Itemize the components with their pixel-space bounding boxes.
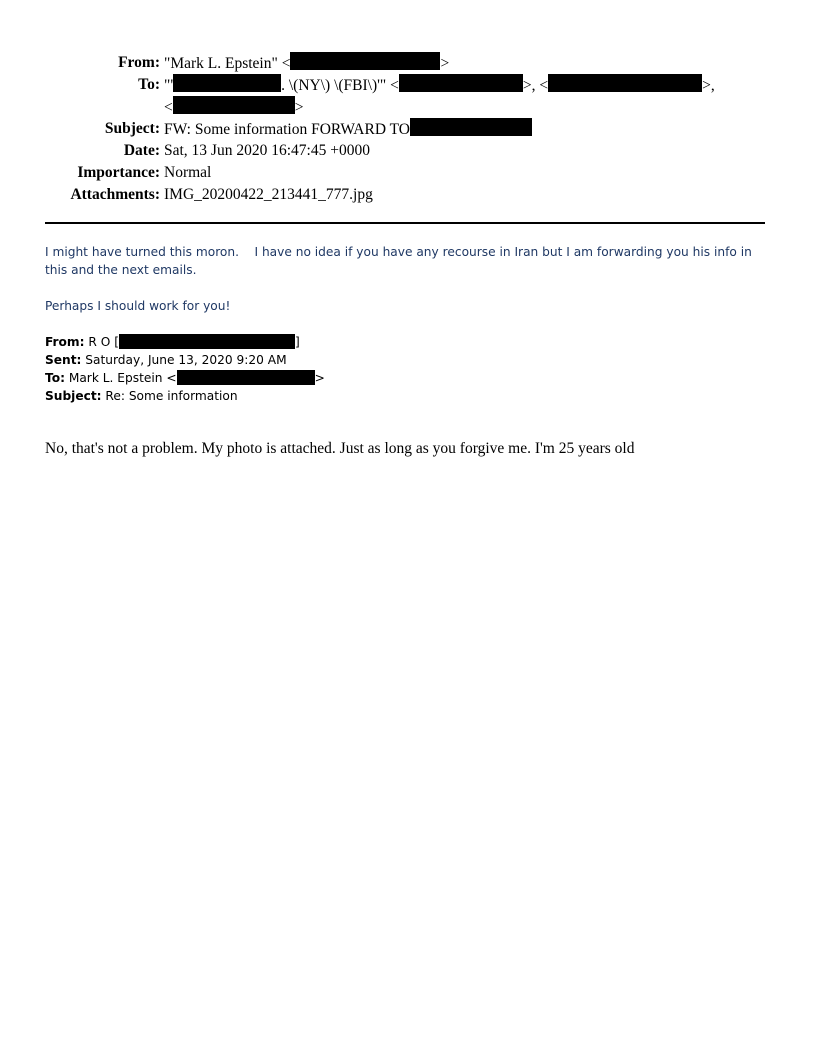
importance-row xyxy=(0,162,816,184)
to-continuation-row xyxy=(0,96,816,118)
reply-text: No, that's not a problem. My photo is attached. Just as long as you forgive me. I'm 25 years old xyxy=(45,440,635,457)
redaction-box xyxy=(290,52,440,70)
fwd-from-value: R O [ xyxy=(88,335,119,349)
importance-label: Importance: xyxy=(77,164,160,181)
from-row xyxy=(0,52,816,74)
redaction-box xyxy=(177,370,315,385)
fwd-subject-value: Re: Some information xyxy=(105,389,238,403)
from-value xyxy=(164,52,449,75)
fwd-subject-row xyxy=(45,387,325,405)
redaction-box xyxy=(410,118,532,136)
subject-row xyxy=(0,118,816,140)
redaction-box xyxy=(548,74,702,92)
fwd-to-value: Mark L. Epstein < xyxy=(68,371,177,385)
redaction-box xyxy=(173,96,295,114)
date-label: Date: xyxy=(123,142,160,159)
body-paragraph-1: I might have turned this moron. I have no idea if you have any recourse in Iran but I am forwarding you his info in this and the next emails. xyxy=(45,245,756,277)
to-continuation xyxy=(164,96,304,119)
importance-value: Normal xyxy=(164,164,212,181)
fwd-to-row xyxy=(45,369,325,387)
to-value xyxy=(164,74,715,97)
email-header xyxy=(0,52,816,206)
to-label: To: xyxy=(138,76,160,93)
to-cont-open: < xyxy=(164,99,173,116)
fwd-subject-label: Subject: xyxy=(45,389,102,403)
fwd-from-label: From: xyxy=(45,335,85,349)
attachments-label: Attachments: xyxy=(70,186,160,203)
fwd-to-close: > xyxy=(314,371,325,385)
redaction-box xyxy=(173,74,281,92)
fwd-from-row xyxy=(45,333,325,351)
fwd-to-label: To: xyxy=(45,371,65,385)
from-label: From: xyxy=(118,54,160,71)
to-end: >, xyxy=(702,77,715,94)
attachments-value[interactable]: IMG_20200422_213441_777.jpg xyxy=(164,186,373,203)
header-divider xyxy=(45,222,765,224)
body-paragraph-2: Perhaps I should work for you! xyxy=(45,299,231,313)
attachments-row xyxy=(0,184,816,206)
subject-label: Subject: xyxy=(104,120,160,137)
redaction-box xyxy=(399,74,523,92)
forwarded-header xyxy=(45,333,325,405)
fwd-sent-row xyxy=(45,351,325,369)
subject-text: FW: Some information FORWARD TO xyxy=(164,121,411,138)
to-separator: >, < xyxy=(522,77,549,94)
from-close: > xyxy=(440,55,450,72)
date-row xyxy=(0,140,816,162)
to-cont-close: > xyxy=(294,99,304,116)
from-sender: "Mark L. Epstein" < xyxy=(164,55,291,72)
redaction-box xyxy=(119,334,295,349)
to-row xyxy=(0,74,816,96)
fwd-sent-value: Saturday, June 13, 2020 9:20 AM xyxy=(85,353,287,367)
date-value: Sat, 13 Jun 2020 16:47:45 +0000 xyxy=(164,142,370,159)
to-prefix: "' xyxy=(164,77,174,94)
subject-value xyxy=(164,118,532,141)
fwd-sent-label: Sent: xyxy=(45,353,82,367)
to-mid: . \(NY\) \(FBI\)'" < xyxy=(281,77,399,94)
fwd-from-close: ] xyxy=(294,335,300,349)
